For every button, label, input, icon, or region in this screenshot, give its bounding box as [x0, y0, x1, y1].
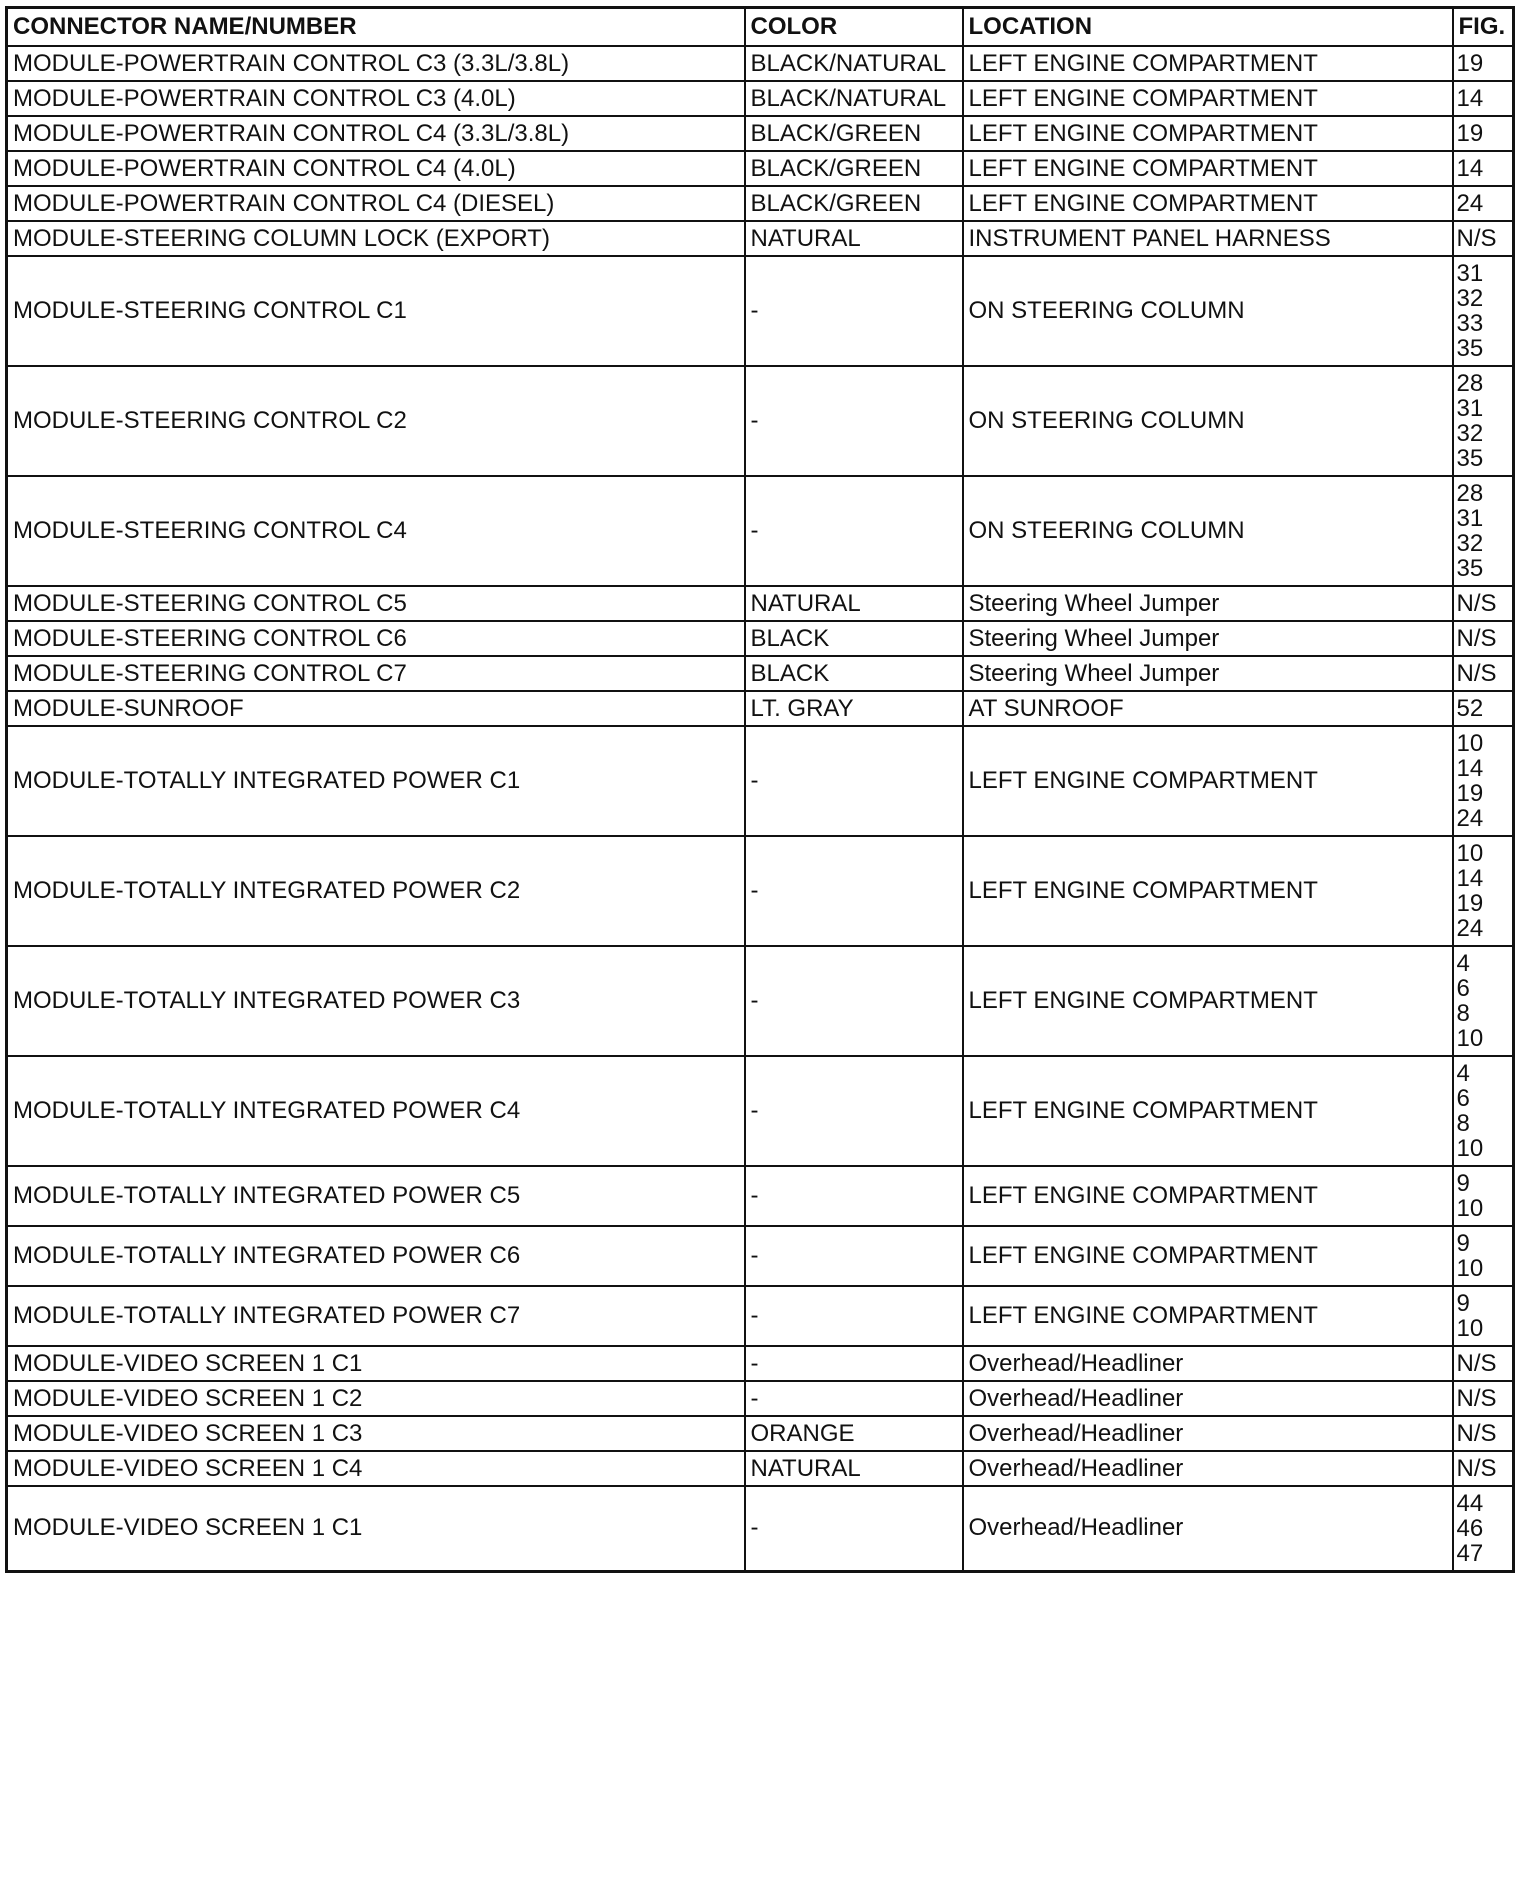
connector-name-cell: MODULE-TOTALLY INTEGRATED POWER C1: [7, 726, 745, 836]
fig-number: N/S: [1456, 1384, 1497, 1412]
connector-name-cell: MODULE-TOTALLY INTEGRATED POWER C3: [7, 946, 745, 1056]
location-cell: LEFT ENGINE COMPARTMENT: [963, 186, 1453, 221]
fig-number: 35: [1456, 335, 1484, 362]
location-cell: LEFT ENGINE COMPARTMENT: [963, 81, 1453, 116]
connector-name-cell: MODULE-STEERING CONTROL C6: [7, 621, 745, 656]
header-location: LOCATION: [963, 8, 1453, 47]
fig-cell: [1453, 1416, 1514, 1451]
color-cell: BLACK/GREEN: [745, 186, 963, 221]
fig-number: N/S: [1456, 589, 1497, 617]
location-cell: Overhead/Headliner: [963, 1486, 1453, 1571]
table-row: [7, 366, 1514, 476]
table-row: [7, 116, 1514, 151]
fig-cell: [1453, 656, 1514, 691]
fig-cell: [1453, 366, 1514, 476]
color-cell: -: [745, 256, 963, 366]
fig-number: 52: [1456, 694, 1484, 722]
connector-name-cell: MODULE-VIDEO SCREEN 1 C3: [7, 1416, 745, 1451]
header-connector-name: CONNECTOR NAME/NUMBER: [7, 8, 745, 47]
fig-number: 31: [1456, 260, 1484, 287]
connector-name-cell: MODULE-STEERING CONTROL C5: [7, 586, 745, 621]
location-cell: Overhead/Headliner: [963, 1416, 1453, 1451]
color-cell: BLACK/NATURAL: [745, 46, 963, 81]
connector-name-cell: MODULE-TOTALLY INTEGRATED POWER C2: [7, 836, 745, 946]
connector-name-cell: MODULE-TOTALLY INTEGRATED POWER C6: [7, 1226, 745, 1286]
table-row: [7, 151, 1514, 186]
fig-number: 8: [1456, 1000, 1470, 1027]
fig-number: 10: [1456, 1195, 1484, 1222]
fig-cell: [1453, 1056, 1514, 1166]
fig-number: 44: [1456, 1489, 1484, 1517]
color-cell: NATURAL: [745, 586, 963, 621]
color-cell: -: [745, 726, 963, 836]
header-fig: FIG.: [1453, 8, 1514, 47]
table-row: [7, 1381, 1514, 1416]
table-row: [7, 1226, 1514, 1286]
location-cell: AT SUNROOF: [963, 691, 1453, 726]
fig-number: 10: [1456, 1255, 1484, 1282]
location-cell: ON STEERING COLUMN: [963, 366, 1453, 476]
fig-number: 4: [1456, 1060, 1470, 1087]
fig-cell: [1453, 946, 1514, 1056]
fig-cell: [1453, 1286, 1514, 1346]
connector-table: [5, 6, 1515, 1573]
connector-name-cell: MODULE-TOTALLY INTEGRATED POWER C7: [7, 1286, 745, 1346]
table-row: [7, 256, 1514, 366]
fig-number: 32: [1456, 285, 1484, 312]
color-cell: -: [745, 1286, 963, 1346]
fig-number: 8: [1456, 1110, 1470, 1137]
header-color: COLOR: [745, 8, 963, 47]
color-cell: BLACK/GREEN: [745, 116, 963, 151]
fig-cell: [1453, 151, 1514, 186]
fig-cell: [1453, 1381, 1514, 1416]
color-cell: -: [745, 476, 963, 586]
fig-number: 19: [1456, 49, 1484, 77]
color-cell: BLACK/GREEN: [745, 151, 963, 186]
table-row: [7, 1166, 1514, 1226]
location-cell: LEFT ENGINE COMPARTMENT: [963, 1166, 1453, 1226]
table-row: [7, 1416, 1514, 1451]
table-row: [7, 46, 1514, 81]
location-cell: Steering Wheel Jumper: [963, 586, 1453, 621]
fig-number: 19: [1456, 119, 1484, 147]
fig-number: 35: [1456, 555, 1484, 582]
fig-cell: [1453, 1486, 1514, 1571]
fig-cell: [1453, 691, 1514, 726]
fig-number: 46: [1456, 1514, 1484, 1542]
connector-name-cell: MODULE-POWERTRAIN CONTROL C3 (4.0L): [7, 81, 745, 116]
fig-cell: [1453, 221, 1514, 256]
fig-number: 10: [1456, 1315, 1484, 1342]
fig-number: N/S: [1456, 1419, 1497, 1447]
fig-number: 6: [1456, 975, 1470, 1002]
fig-number: 24: [1456, 915, 1484, 942]
color-cell: -: [745, 1486, 963, 1571]
connector-name-cell: MODULE-VIDEO SCREEN 1 C1: [7, 1346, 745, 1381]
table-body: [7, 46, 1514, 1571]
connector-name-cell: MODULE-TOTALLY INTEGRATED POWER C5: [7, 1166, 745, 1226]
fig-number: 24: [1456, 805, 1484, 832]
fig-number: 10: [1456, 730, 1484, 757]
fig-number: 9: [1456, 1170, 1470, 1197]
fig-number: 10: [1456, 840, 1484, 867]
fig-number: 10: [1456, 1025, 1484, 1052]
fig-number: 32: [1456, 420, 1484, 447]
location-cell: LEFT ENGINE COMPARTMENT: [963, 1056, 1453, 1166]
fig-cell: [1453, 726, 1514, 836]
connector-name-cell: MODULE-STEERING CONTROL C7: [7, 656, 745, 691]
connector-name-cell: MODULE-VIDEO SCREEN 1 C1: [7, 1486, 745, 1571]
location-cell: LEFT ENGINE COMPARTMENT: [963, 1226, 1453, 1286]
color-cell: -: [745, 836, 963, 946]
fig-number: 19: [1456, 890, 1484, 917]
fig-number: 47: [1456, 1539, 1484, 1567]
fig-number: N/S: [1456, 224, 1497, 252]
table-row: [7, 1451, 1514, 1486]
fig-number: 14: [1456, 154, 1484, 182]
table-row: [7, 186, 1514, 221]
connector-name-cell: MODULE-STEERING CONTROL C1: [7, 256, 745, 366]
table-row: [7, 1486, 1514, 1571]
color-cell: NATURAL: [745, 1451, 963, 1486]
color-cell: -: [745, 1166, 963, 1226]
color-cell: BLACK: [745, 656, 963, 691]
table-row: [7, 621, 1514, 656]
fig-number: 24: [1456, 189, 1484, 217]
table-row: [7, 1346, 1514, 1381]
location-cell: Overhead/Headliner: [963, 1451, 1453, 1486]
fig-number: 28: [1456, 370, 1484, 397]
fig-number: 35: [1456, 445, 1484, 472]
table-row: [7, 1286, 1514, 1346]
table-row: [7, 586, 1514, 621]
fig-number: 10: [1456, 1135, 1484, 1162]
location-cell: Steering Wheel Jumper: [963, 621, 1453, 656]
connector-name-cell: MODULE-POWERTRAIN CONTROL C4 (4.0L): [7, 151, 745, 186]
table-header-row: [7, 8, 1514, 47]
location-cell: LEFT ENGINE COMPARTMENT: [963, 946, 1453, 1056]
fig-cell: [1453, 46, 1514, 81]
fig-number: N/S: [1456, 624, 1497, 652]
connector-name-cell: MODULE-POWERTRAIN CONTROL C4 (DIESEL): [7, 186, 745, 221]
location-cell: LEFT ENGINE COMPARTMENT: [963, 151, 1453, 186]
table-row: [7, 1056, 1514, 1166]
location-cell: Overhead/Headliner: [963, 1381, 1453, 1416]
location-cell: INSTRUMENT PANEL HARNESS: [963, 221, 1453, 256]
fig-cell: [1453, 586, 1514, 621]
location-cell: LEFT ENGINE COMPARTMENT: [963, 1286, 1453, 1346]
table-row: [7, 221, 1514, 256]
fig-cell: [1453, 1166, 1514, 1226]
table-row: [7, 946, 1514, 1056]
fig-number: N/S: [1456, 1349, 1497, 1377]
location-cell: Overhead/Headliner: [963, 1346, 1453, 1381]
location-cell: LEFT ENGINE COMPARTMENT: [963, 836, 1453, 946]
location-cell: LEFT ENGINE COMPARTMENT: [963, 46, 1453, 81]
connector-name-cell: MODULE-POWERTRAIN CONTROL C3 (3.3L/3.8L): [7, 46, 745, 81]
fig-cell: [1453, 256, 1514, 366]
color-cell: LT. GRAY: [745, 691, 963, 726]
connector-name-cell: MODULE-STEERING COLUMN LOCK (EXPORT): [7, 221, 745, 256]
fig-number: 28: [1456, 480, 1484, 507]
fig-cell: [1453, 1451, 1514, 1486]
fig-number: 32: [1456, 530, 1484, 557]
fig-number: N/S: [1456, 1454, 1497, 1482]
color-cell: -: [745, 1381, 963, 1416]
table-row: [7, 81, 1514, 116]
color-cell: -: [745, 1226, 963, 1286]
fig-number: N/S: [1456, 659, 1497, 687]
color-cell: BLACK: [745, 621, 963, 656]
connector-name-cell: MODULE-STEERING CONTROL C4: [7, 476, 745, 586]
connector-name-cell: MODULE-VIDEO SCREEN 1 C4: [7, 1451, 745, 1486]
connector-name-cell: MODULE-POWERTRAIN CONTROL C4 (3.3L/3.8L): [7, 116, 745, 151]
color-cell: -: [745, 1346, 963, 1381]
fig-number: 9: [1456, 1290, 1470, 1317]
fig-number: 31: [1456, 505, 1484, 532]
table-row: [7, 476, 1514, 586]
fig-number: 14: [1456, 84, 1484, 112]
connector-name-cell: MODULE-STEERING CONTROL C2: [7, 366, 745, 476]
fig-number: 14: [1456, 755, 1484, 782]
color-cell: BLACK/NATURAL: [745, 81, 963, 116]
fig-cell: [1453, 476, 1514, 586]
fig-cell: [1453, 621, 1514, 656]
color-cell: -: [745, 366, 963, 476]
fig-number: 19: [1456, 780, 1484, 807]
table-row: [7, 726, 1514, 836]
location-cell: ON STEERING COLUMN: [963, 256, 1453, 366]
connector-name-cell: MODULE-TOTALLY INTEGRATED POWER C4: [7, 1056, 745, 1166]
color-cell: ORANGE: [745, 1416, 963, 1451]
fig-cell: [1453, 81, 1514, 116]
location-cell: LEFT ENGINE COMPARTMENT: [963, 116, 1453, 151]
fig-number: 9: [1456, 1230, 1470, 1257]
fig-cell: [1453, 1346, 1514, 1381]
table-row: [7, 691, 1514, 726]
location-cell: Steering Wheel Jumper: [963, 656, 1453, 691]
color-cell: -: [745, 946, 963, 1056]
table-row: [7, 836, 1514, 946]
fig-number: 31: [1456, 395, 1484, 422]
location-cell: LEFT ENGINE COMPARTMENT: [963, 726, 1453, 836]
fig-cell: [1453, 1226, 1514, 1286]
fig-cell: [1453, 116, 1514, 151]
color-cell: NATURAL: [745, 221, 963, 256]
table-row: [7, 656, 1514, 691]
fig-number: 33: [1456, 310, 1484, 337]
connector-name-cell: MODULE-VIDEO SCREEN 1 C2: [7, 1381, 745, 1416]
location-cell: ON STEERING COLUMN: [963, 476, 1453, 586]
connector-name-cell: MODULE-SUNROOF: [7, 691, 745, 726]
fig-cell: [1453, 836, 1514, 946]
fig-cell: [1453, 186, 1514, 221]
fig-number: 4: [1456, 950, 1470, 977]
fig-number: 14: [1456, 865, 1484, 892]
color-cell: -: [745, 1056, 963, 1166]
fig-number: 6: [1456, 1085, 1470, 1112]
